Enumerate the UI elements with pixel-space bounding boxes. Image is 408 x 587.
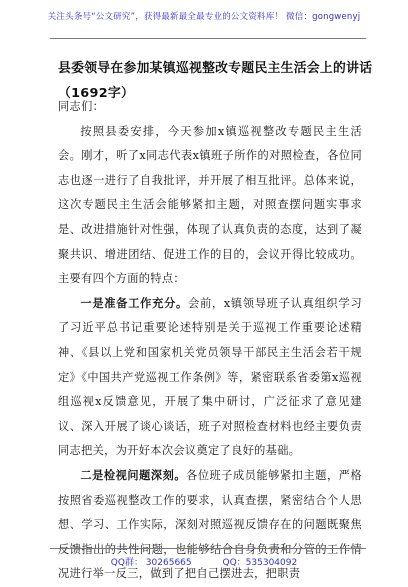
footer-qq-group: QQ群： 30265665 [110, 558, 192, 568]
salutation: 同志们： [58, 100, 105, 113]
header-divider [50, 38, 366, 39]
point-1-body: 会前，x镇领导班子认真组织学习了习近平总书记重要论述特别是关于巡视工作重要论述精神、《县以上党和国家机关党员领导干部民主生活会若干规定》《中国共产党巡视工作条例》等，紧密联系省委第x巡视组巡视x反馈意见，开展了集中研讨，广泛征求了意见建议、深入开展了谈心谈话，班子对照检查材料也经主要负责同志把关，为开好本次会议奠定了良好的基础。 [58, 296, 362, 458]
point-2-body: 各位班子成员能够紧扣主题，严格按照省委巡视整改工作的要求，认真查摆，紧密结合个人思想、学习、工作实际，深刻对照巡视反馈存在的问题既聚焦反馈指出的共性问题，也能够结合自身负责和分管的工作情况进行举一反三，做到了把自己摆进去，把职责 [58, 468, 362, 581]
document-title: 县委领导在参加某镇巡视整改专题民主生活会上的讲话（1692字） [58, 61, 373, 101]
paragraph-intro: 按照县委安排，今天参加x镇巡视整改专题民主生活会。刚才，听了x同志代表x镇班子所作的对照检查，各位同志也逐一进行了自我批评，并开展了相互批评。总体来说，这次专题民主生活会能够紧扣主题，对照查摆问题实事求是、改进措施针对性强，体现了认真负责的态度，达到了凝聚共识、增进团结、促进工作的目的，会议开得比较成功。主要有四个方面的特点： [58, 124, 362, 286]
footer-divider [50, 548, 366, 549]
footer-contact [0, 555, 408, 568]
header-banner: 关注头条号“公文研究”，获得最新最全最专业的公文资料库！ 微信：gongwenyj [47, 12, 361, 22]
footer-qq: QQ：535304092 [222, 558, 298, 568]
point-1-lead: 一是准备工作充分。 [80, 296, 188, 310]
paragraph-point-2 [58, 464, 362, 587]
document-body [58, 95, 362, 587]
paragraph-point-1 [58, 292, 362, 464]
point-2-lead: 二是检视问题深刻。 [80, 468, 187, 482]
